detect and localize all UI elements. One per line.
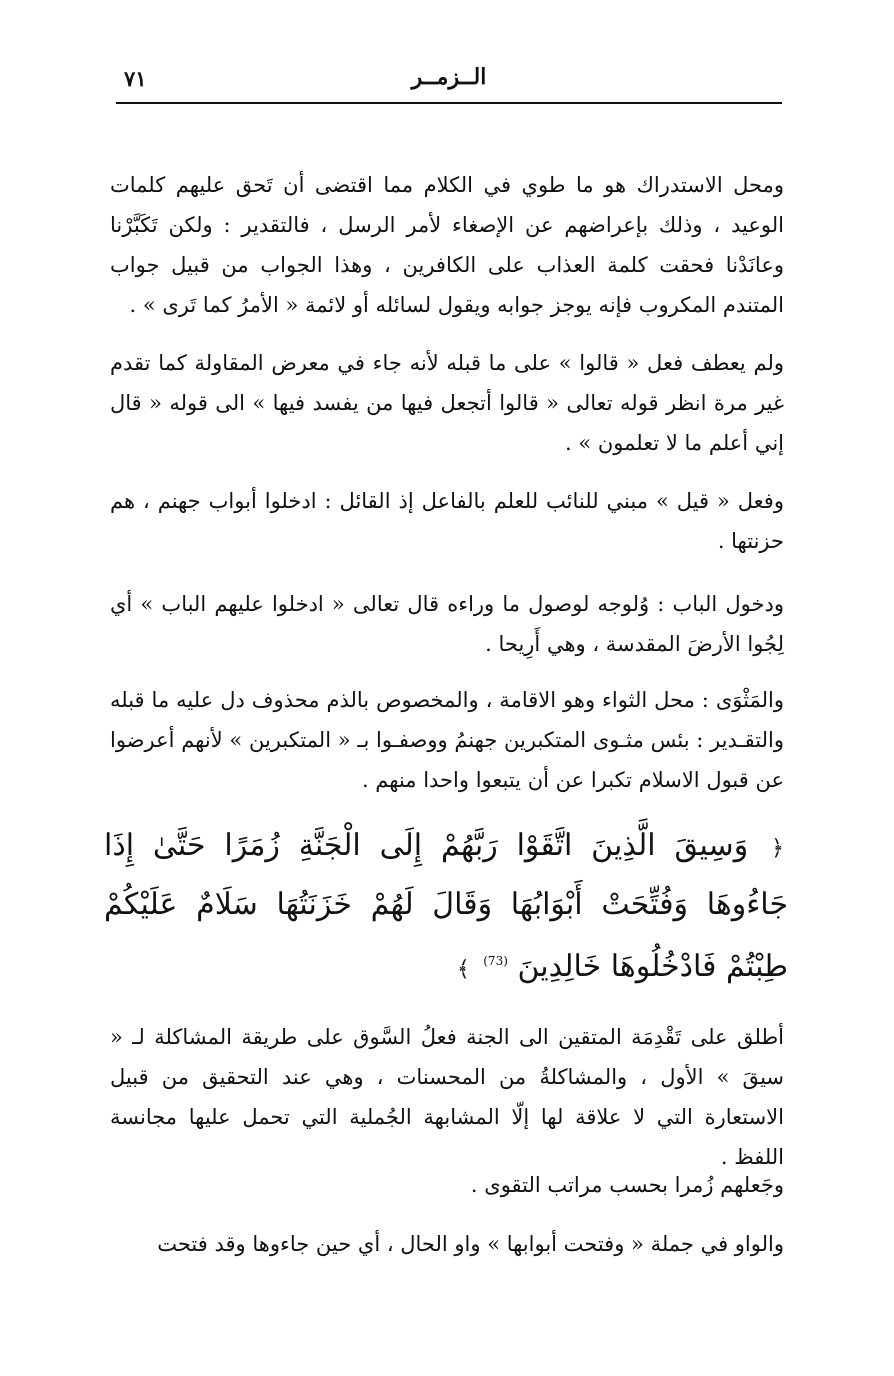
paragraph-waw-hal: والواو في جملة « وفتحت أبوابها » واو الحال ، أي حين جاءوها وقد فتحت xyxy=(157,1232,784,1256)
verse-close-ornament: ﴾ xyxy=(456,957,470,982)
paragraph-qalu: ولم يعطف فعل « قالوا » على ما قبله لأنه جاء في معرض المقاولة كما تقدم غير مرة انظر قوله تعالى « قالوا أتجعل فيها من يفسد فيها » الى قوله « قال إني أعلم ما لا تعلمون » . xyxy=(110,351,785,455)
page-number: ٧١ xyxy=(124,66,147,91)
page-header xyxy=(116,58,782,104)
running-title: الــزمــر xyxy=(411,64,487,90)
verse-text: وَسِيقَ الَّذِينَ اتَّقَوْا رَبَّهُمْ إِلَى الْجَنَّةِ زُمَرًا حَتَّىٰ إِذَا جَاءُوهَا وَفُتِّحَتْ أَبْوَابُهَا وَقَالَ لَهُمْ خَزَنَتُهَا سَلَامٌ عَلَيْكُمْ طِبْتُمْ فَادْخُلُوهَا خَالِدِينَ xyxy=(104,828,788,984)
paragraph-zumar: وجَعلهم زُمرا بحسب مراتب التقوى . xyxy=(470,1173,784,1197)
verse-open-ornament: ﴿ xyxy=(771,836,784,861)
paragraph-istidrak: ومحل الاستدراك هو ما طوي في الكلام مما اقتضى أن تَحق عليهم كلمات الوعيد ، وذلك بإعراضهم عن الإصغاء لأمر الرسل ، فالتقدير : ولكن تَكَبَّرْنا وعانَدْنا فحقت كلمة العذاب على الكافرين ، وهذا الجواب من قبيل جواب المتندم المكروب فإنه يوجز جوابه ويقول لسائله أو لائمة « الأمرُ كما تَرى » . xyxy=(110,173,784,317)
paragraph-mathwa: والمَثْوَى : محل الثواء وهو الاقامة ، والمخصوص بالذم محذوف دل عليه ما قبله والتقـدير : بئس مثـوى المتكبرين جهنمُ ووصفـوا بـ « المتكبرين » لأنهم أعرضوا عن قبول الاسلام تكبرا عن أن يتبعوا واحدا منهم . xyxy=(110,688,784,792)
quran-verse xyxy=(104,818,788,998)
paragraph-taqdima: أطلق على تَقْدِمَة المتقين الى الجنة فعلُ السَّوق على طريقة المشاكلة لـ « سيقَ » الأول ، والمشاكلةُ من المحسنات ، وهي عند التحقيق من قبيل الاستعارة التي لا علاقة لها إلّا المشابهة الجُملية التي تحمل عليها مجانسة اللفظ . xyxy=(110,1025,784,1169)
verse-number: (73) xyxy=(483,954,508,968)
paragraph-dukhul: ودخول الباب : وُلوجه لوصول ما وراءه قال تعالى « ادخلوا عليهم الباب » أي لِجُوا الأرضَ المقدسة ، وهي أَرِيحا . xyxy=(110,592,784,656)
paragraph-qila: وفعل « قيل » مبني للنائب للعلم بالفاعل إذ القائل : ادخلوا أبواب جهنم ، هم حزنتها . xyxy=(110,489,784,553)
